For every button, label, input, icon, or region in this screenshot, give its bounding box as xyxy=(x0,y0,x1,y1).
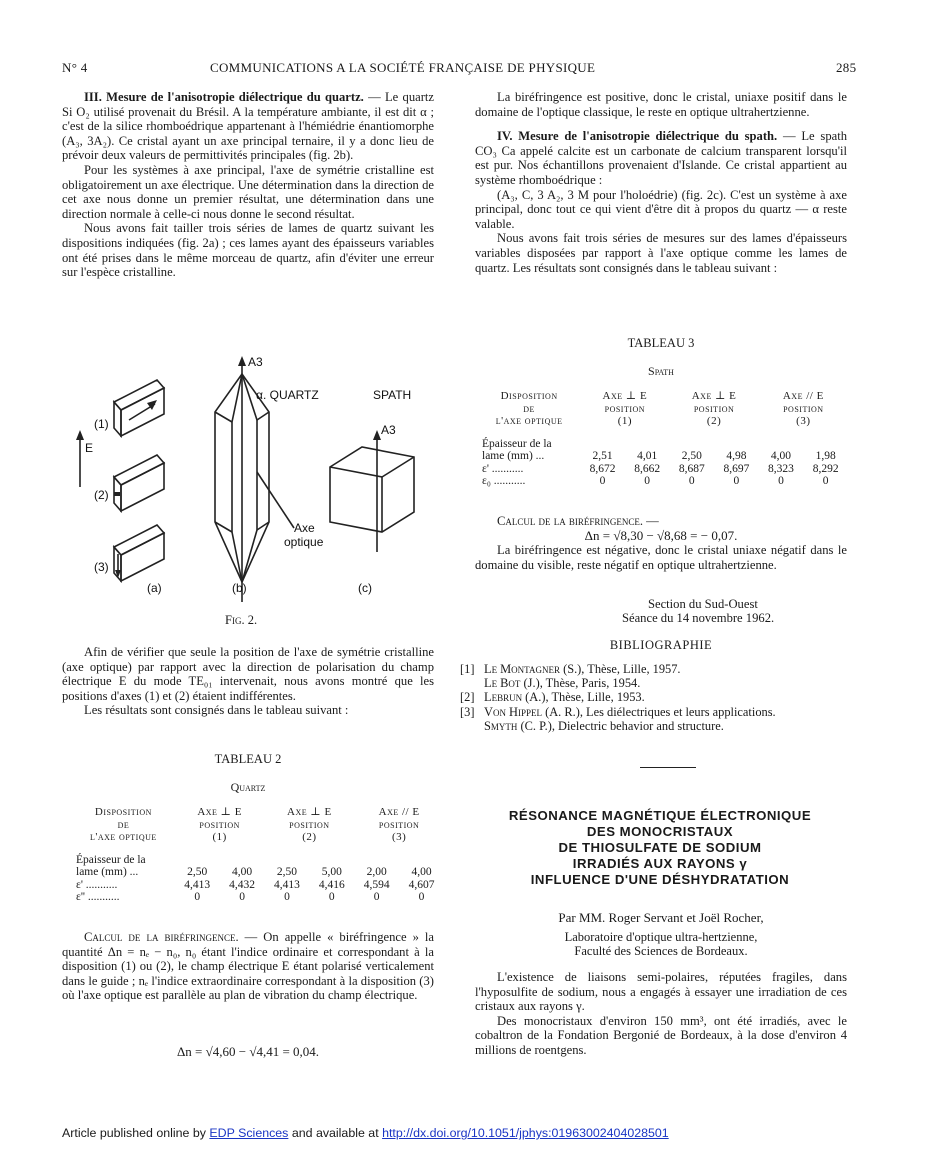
table-3-subheader: position xyxy=(783,402,824,415)
spath-label: SPATH xyxy=(373,388,412,402)
section-3-paragraph-3: Nous avons fait tailler trois séries de lames de quartz suivant les dispositions indiquées (fig. 2a) ; ces lames ayant des épaisseurs variables ont été prises dans le même morceau de quartz, afin d'éviter une erreur sur l'espèce cristalline. xyxy=(62,221,434,280)
faculty-name: Faculté des Sciences de Bordeaux. xyxy=(574,944,748,958)
edp-sciences-link[interactable]: EDP Sciences xyxy=(209,1126,289,1140)
table-cell: 8,672 xyxy=(589,462,616,475)
optique-label: optique xyxy=(284,535,324,549)
table-2-subheader: position xyxy=(199,818,240,831)
table-cell: 8,687 xyxy=(678,462,705,475)
bibliography-list xyxy=(460,662,850,733)
figure-2 xyxy=(62,352,442,608)
plate-3-label: (3) xyxy=(94,560,109,574)
paragraph-results: Les résultats sont consignés dans le tableau suivant : xyxy=(84,703,349,718)
paragraph-negative: La biréfringence est négative, donc le cristal uniaxe négatif dans le domaine du visible, reste négatif en optique ultrahertzienne. xyxy=(475,543,847,572)
table-cell: 8,697 xyxy=(723,462,750,475)
table-cell: 0 xyxy=(239,891,245,903)
row-label: ε'' ........... xyxy=(76,891,120,903)
table-row xyxy=(72,879,444,892)
table-cell: 0 xyxy=(733,475,740,487)
title-line: DES MONOCRISTAUX xyxy=(586,824,734,839)
table-cell: 2,00 xyxy=(366,866,387,878)
table-cell: 4,594 xyxy=(363,878,390,891)
a3-right-label: A3 xyxy=(381,423,396,437)
table-2-header: Axe ⊥ E xyxy=(287,806,332,818)
e-label: E xyxy=(85,441,94,455)
left-body-after-figure xyxy=(62,645,434,718)
table-3-header: Axe ⊥ E xyxy=(602,390,648,402)
calc-label: Calcul de la biréfringence. xyxy=(84,930,239,944)
footer-note xyxy=(62,1126,669,1140)
table-cell: 4,00 xyxy=(232,866,253,878)
table-3-subheader: l'axe optique xyxy=(495,415,563,427)
row-label: lame (mm) ... xyxy=(76,866,139,878)
footer-middle: and available at xyxy=(288,1126,383,1140)
ref-author: Lebrun xyxy=(484,690,523,705)
table-3-title: TABLEAU 3 xyxy=(627,336,695,350)
section-3-paragraph-1: — Le quartz Si O₂ utilisé provenait du Brésil. A la température ambiante, il est dit α ; c'est de la silice rhomboédrique appartenant à l'hémiédrie énantiomorphe (A₃, 3A₂). Ce cristal ayant un axe principal ternaire, il y a donc lieu de prévoir deux valeurs de permittivités principales (fig. 2b). xyxy=(62,90,434,163)
ref-author: Le Montagner xyxy=(484,662,560,676)
table-cell: 0 xyxy=(373,891,380,903)
table-cell: 4,00 xyxy=(770,450,792,462)
a3-top-label: A3 xyxy=(248,355,263,369)
section-divider xyxy=(640,767,696,768)
table-2-subheader: (3) xyxy=(391,831,407,843)
table-3-subheader: (2) xyxy=(706,415,722,427)
bibliography-item xyxy=(460,690,850,704)
table-cell: 5,00 xyxy=(321,866,342,878)
table-cell: 1,98 xyxy=(815,450,836,462)
table-cell: 2,50 xyxy=(681,450,702,462)
table-cell: 0 xyxy=(688,475,695,487)
ref-number: [1] xyxy=(460,662,475,676)
axe-label: Axe xyxy=(294,521,315,535)
ref-author: Le Bot xyxy=(484,676,521,691)
table-3-header: Axe // E xyxy=(782,390,824,402)
table-cell: 8,323 xyxy=(768,462,794,475)
page-number: 285 xyxy=(836,60,857,75)
abstract-paragraph-1: L'existence de liaisons semi-polaires, réputées fragiles, dans l'hyposulfite de sodium, nous a engagés à essayer une irradiation de ces cristaux aux rayons γ. xyxy=(475,970,847,1014)
section-3-text xyxy=(62,90,434,280)
table-cell: 0 xyxy=(284,891,290,903)
table-row xyxy=(72,854,444,867)
ref-author: Smyth xyxy=(484,718,518,733)
table-cell: 0 xyxy=(418,891,425,903)
birefringence-spath: Calcul de la biréfringence. — Δn = √8,30 − √8,68 = − 0,07. La biréfringence est négative, donc le cristal uniaxe négatif dans le domaine du visible, reste négatif en optique ultrahertzienne. xyxy=(475,514,847,572)
quartz-label: α. QUARTZ xyxy=(256,388,319,402)
spath-crystal xyxy=(330,447,414,532)
table-2-header: Axe ⊥ E xyxy=(197,806,242,818)
table-cell: 2,50 xyxy=(187,866,208,878)
table-row xyxy=(478,475,848,488)
journal-running-head: COMMUNICATIONS A LA SOCIÉTÉ FRANÇAISE DE PHYSIQUE xyxy=(210,60,596,75)
row-label: Épaisseur de la xyxy=(482,437,552,450)
row-label: ε' ........... xyxy=(482,462,524,475)
table-2-subheader: position xyxy=(378,818,420,831)
plate-1-label: (1) xyxy=(94,417,109,431)
section-name: Section du Sud-Ouest xyxy=(648,597,758,611)
table-row xyxy=(478,438,848,451)
doi-link[interactable]: http://dx.doi.org/10.1051/jphys:01963002404028501 xyxy=(382,1126,669,1140)
calc-label-spath: Calcul de la biréfringence. xyxy=(497,514,643,528)
row-label: Épaisseur de la xyxy=(76,853,146,866)
table-cell: 4,01 xyxy=(637,450,658,462)
table-cell: 2,51 xyxy=(592,450,613,462)
plate-1-top xyxy=(114,380,164,410)
formula-quartz: Δn = √4,60 − √4,41 = 0,04. xyxy=(176,1044,320,1059)
row-label: ε₀ ........... xyxy=(482,475,526,487)
section-4-paragraph-2: (A₃, C, 3 A₂, 3 M pour l'holoédrie) (fig. 2c). C'est un système à axe principal, donc tout ce qui vient d'être dit à propos du quartz — α reste valable. xyxy=(475,187,847,231)
plate-1-side xyxy=(114,402,121,436)
table-2-header: Axe // E xyxy=(378,806,420,818)
table-2-title: TABLEAU 2 xyxy=(214,752,282,766)
article-abstract xyxy=(475,970,847,1058)
ref-number: [2] xyxy=(460,690,475,705)
table-2 xyxy=(72,806,444,904)
table-cell: 4,413 xyxy=(184,878,211,891)
ref-details: (A. R.), Les diélectriques et leurs applications. xyxy=(542,704,776,719)
table-3-subheader: (1) xyxy=(617,415,633,427)
figure-caption: Fig. 2. xyxy=(225,613,258,627)
title-line: INFLUENCE D'UNE DÉSHYDRATATION xyxy=(530,872,790,887)
ref-author: Von Hippel xyxy=(484,704,542,719)
table-cell: 0 xyxy=(778,475,784,487)
table-row xyxy=(72,866,444,879)
table-2-subheader: (1) xyxy=(212,831,227,843)
table-3 xyxy=(478,390,848,488)
sub-a-label: (a) xyxy=(147,581,162,595)
plate-2-label: (2) xyxy=(94,488,109,502)
ref-number: [3] xyxy=(460,704,475,719)
table-cell: 0 xyxy=(599,475,606,487)
row-label: ε' ........... xyxy=(76,878,118,891)
table-3-subheader: position xyxy=(604,402,646,415)
table-3-subheader: (3) xyxy=(796,415,811,427)
bibliography-item xyxy=(460,705,850,719)
table-row xyxy=(478,463,848,476)
table-row xyxy=(478,450,848,463)
affiliation xyxy=(475,930,847,958)
article-title xyxy=(470,808,850,888)
bibliography-item xyxy=(460,719,850,733)
table-cell: 2,50 xyxy=(276,866,297,878)
paragraph-verification: Afin de vérifier que seule la position de l'axe de symétrie cristalline (axe optique) par rapport avec la direction de polarisation du champ électrique E du mode TE₀₁ intervenait, nous avons montré que les positions d'axes (1) et (2) étaient indifférentes. xyxy=(62,645,434,703)
session-date: Séance du 14 novembre 1962. xyxy=(622,611,775,625)
bibliography-item xyxy=(460,662,850,676)
section-4-title: IV. Mesure de l'anisotropie diélectrique du spath. xyxy=(497,129,778,144)
ref-details: (C. P.), Dielectric behavior and structure. xyxy=(517,718,724,733)
title-line: RÉSONANCE MAGNÉTIQUE ÉLECTRONIQUE xyxy=(508,808,812,823)
table-cell: 0 xyxy=(822,475,829,487)
table-cell: 0 xyxy=(328,891,335,903)
lab-name: Laboratoire d'optique ultra-hertzienne, xyxy=(564,930,758,944)
table-cell: 4,413 xyxy=(274,878,300,891)
table-cell: 0 xyxy=(644,475,651,487)
table-cell: 4,00 xyxy=(411,866,432,878)
title-line: DE THIOSULFATE DE SODIUM xyxy=(558,840,762,855)
title-line: IRRADIÉS AUX RAYONS γ xyxy=(572,856,748,871)
table-cell: 4,607 xyxy=(408,878,435,891)
table-3-subheader: de xyxy=(523,402,535,415)
table-cell: 4,432 xyxy=(229,878,256,891)
ref-details: (S.), Thèse, Lille, 1957. xyxy=(559,662,681,676)
footer-prefix: Article published online by xyxy=(62,1126,210,1140)
ref-details: (J.), Thèse, Paris, 1954. xyxy=(520,676,641,691)
table-2-subheader: (2) xyxy=(302,831,317,843)
section-4-paragraph-3: Nous avons fait trois séries de mesures sur des lames d'épaisseurs variables disposées par rapport à l'axe optique comme les lames de quartz. Les résultats sont consignés dans le tableau suivant : xyxy=(475,231,847,275)
table-cell: 8,662 xyxy=(634,462,661,475)
sub-c-label: (c) xyxy=(358,581,372,595)
table-2-subheader: position xyxy=(289,818,330,831)
row-label: lame (mm) ... xyxy=(482,450,545,462)
calc-text: — On appelle « biréfringence » la quantité Δn = nₑ − n₀, n₀ étant l'indice ordinaire et correspondant à la disposition (1) ou (2), le champ électrique E étant polarisé verticalement dans le guide ; nₑ l'indice extraordinaire correspondant à la disposition (3) où l'axe optique est parallèle au plan de vibration du champ électrique. xyxy=(62,930,434,1003)
issue-number: N° 4 xyxy=(62,60,88,75)
section-4-paragraph-1: — Le spath CO₃ Ca appelé calcite est un carbonate de calcium transparent lorsqu'il est pur. Nos échantillons provenaient d'Islande. Ce cristal appartient au système rhomboédrique : xyxy=(475,129,847,187)
right-body-top xyxy=(475,90,847,275)
article-authors: Par MM. Roger Servant et Joël Rocher, xyxy=(558,910,764,925)
table-row xyxy=(72,891,444,904)
sub-b-label: (b) xyxy=(232,581,247,595)
table-cell: 8,292 xyxy=(812,462,839,475)
table-cell: 0 xyxy=(194,891,201,903)
ref-details: (A.), Thèse, Lille, 1953. xyxy=(522,690,645,705)
abstract-paragraph-2: Des monocristaux d'environ 150 mm³, ont été irradiés, avec le cobaltron de la Fondation Bergonié de Bordeaux, à la dose d'environ 4 millions de roentgens. xyxy=(475,1013,847,1057)
table-3-header: Axe ⊥ E xyxy=(691,390,737,402)
table-2-subtitle: Quartz xyxy=(230,780,266,794)
table-cell: 4,416 xyxy=(318,878,345,891)
table-2-subheader: l'axe optique xyxy=(90,831,157,843)
paragraph-positive: La biréfringence est positive, donc le cristal, uniaxe positif dans le domaine de l'optique classique, le reste en optique ultrahertzienne. xyxy=(475,90,847,119)
formula-spath: Δn = √8,30 − √8,68 = − 0,07. xyxy=(584,527,738,543)
section-3-title: III. Mesure de l'anisotropie diélectrique du quartz. xyxy=(84,90,364,104)
section-3-paragraph-2: Pour les systèmes à axe principal, l'axe de symétrie cristalline est obligatoirement un axe électrique. Une détermination dans la direction de cet axe nous donne un premier résultat, une détermination dans une direction normale à celle-ci nous donne le second résultat. xyxy=(62,162,434,221)
table-2-header: Disposition xyxy=(94,806,152,818)
bibliography-item xyxy=(460,676,850,690)
table-3-header: Disposition xyxy=(500,390,558,402)
table-3-subtitle: Spath xyxy=(648,364,674,378)
bibliography-title: BIBLIOGRAPHIE xyxy=(609,638,713,652)
table-3-subheader: position xyxy=(693,402,735,415)
table-cell: 4,98 xyxy=(726,450,747,462)
table-2-subheader: de xyxy=(117,818,130,831)
birefringence-quartz xyxy=(62,930,434,1003)
